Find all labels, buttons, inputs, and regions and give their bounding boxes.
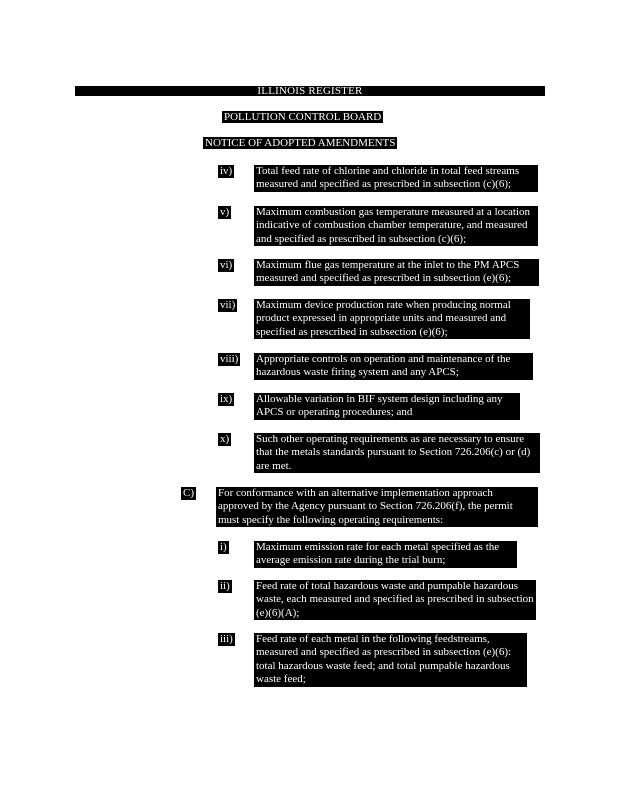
sub-item-text: Maximum emission rate for each metal specified as the average emission rate during the trial burn; <box>254 541 517 568</box>
sub-item-text: Feed rate of each metal in the following feedstreams, measured and specified as prescribed in subsection (e)(6): total hazardous waste feed; and total pumpable hazardous waste feed; <box>254 633 527 687</box>
item-text: Total feed rate of chlorine and chloride in total feed streams measured and specified as prescribed in subsection (c)(6); <box>254 165 538 192</box>
item-text: Maximum flue gas temperature at the inlet to the PM APCS measured and specified as prescribed in subsection (e)(6); <box>254 259 539 286</box>
item-text: Maximum device production rate when producing normal product expressed in appropriate units and measured and specified as prescribed in subsection (e)(6); <box>254 299 530 339</box>
item-label: viii) <box>220 353 239 365</box>
item-text: Allowable variation in BIF system design including any APCS or operating procedures; and <box>254 393 520 420</box>
item-text: Appropriate controls on operation and maintenance of the hazardous waste firing system and any APCS; <box>254 353 533 380</box>
section-c-label: C) <box>183 487 194 499</box>
item-label: ix) <box>220 393 233 405</box>
item-label: v) <box>220 206 230 218</box>
item-label: vii) <box>220 299 236 311</box>
sub-item-label: i) <box>220 541 227 553</box>
register-title: ILLINOIS REGISTER <box>75 86 545 96</box>
item-text: Such other operating requirements as are necessary to ensure that the metals standards pursuant to Section 726.206(c) or (d) are met. <box>254 433 540 473</box>
item-label: iv) <box>220 165 233 177</box>
section-c-text: For conformance with an alternative implementation approach approved by the Agency pursuant to Section 726.206(f), the permit must specify the following operating requirements: <box>216 487 538 527</box>
sub-item-label: ii) <box>220 580 230 592</box>
sub-item-label: iii) <box>220 633 233 645</box>
sub-item-text: Feed rate of total hazardous waste and pumpable hazardous waste, each measured and specified as prescribed in subsection (e)(6)(A); <box>254 580 536 620</box>
board-title: POLLUTION CONTROL BOARD <box>224 111 382 123</box>
item-label: vi) <box>220 259 233 271</box>
notice-title: NOTICE OF ADOPTED AMENDMENTS <box>205 137 396 149</box>
item-label: x) <box>220 433 230 445</box>
item-text: Maximum combustion gas temperature measured at a location indicative of combustion chamber temperature, and measured and specified as prescribed in subsection (c)(6); <box>254 206 538 246</box>
